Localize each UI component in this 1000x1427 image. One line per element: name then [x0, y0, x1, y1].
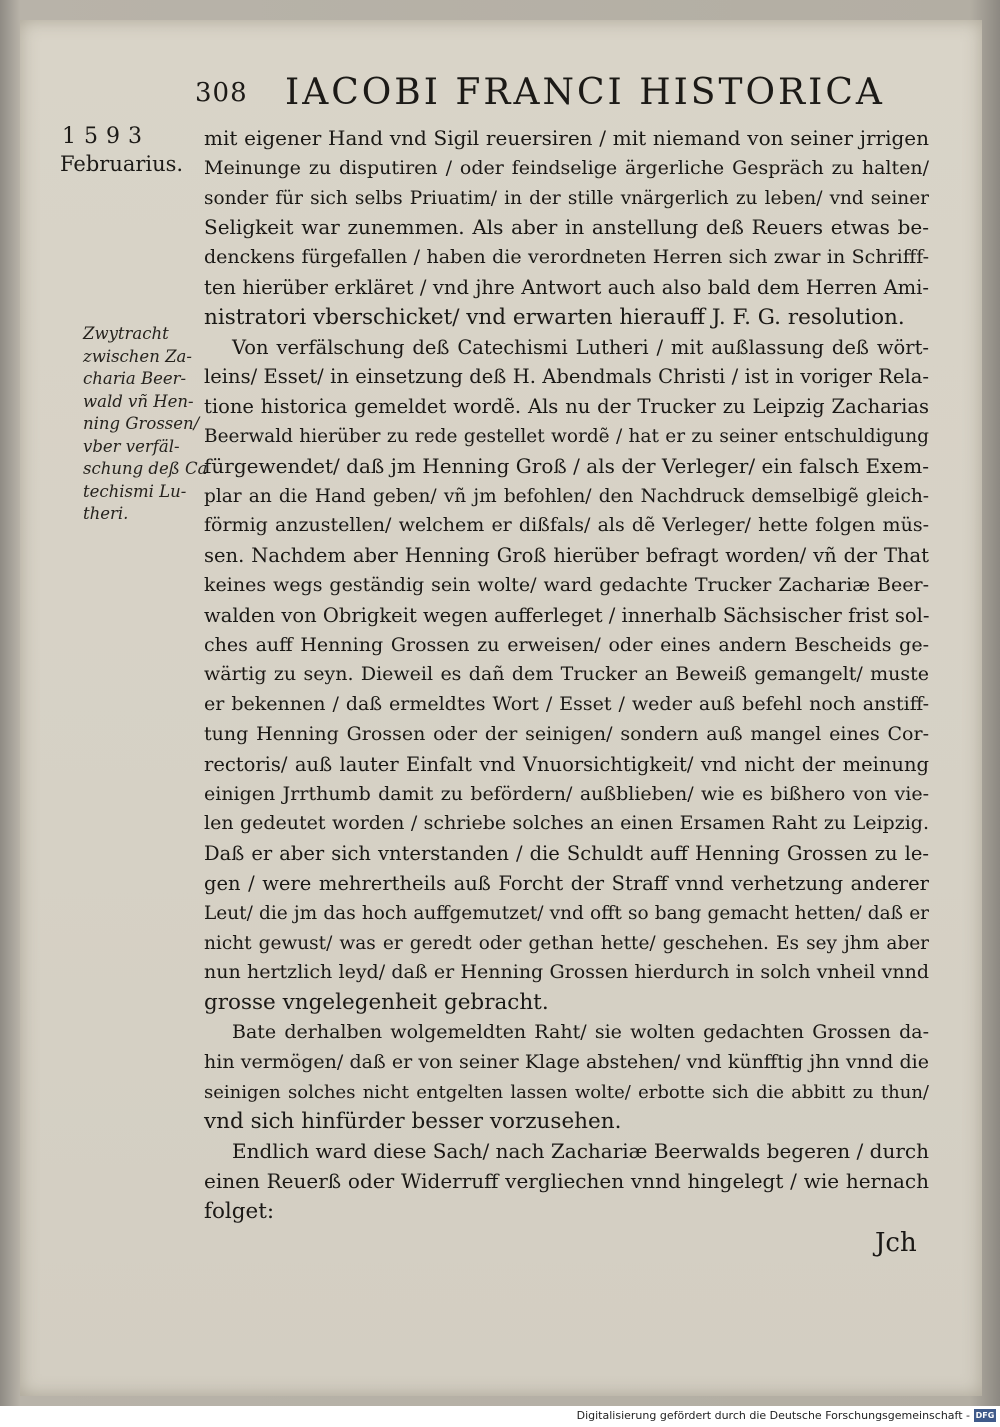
text-line: Meinunge zu disputiren / oder feindselige ärgerliche Gespräch zu halten/	[204, 156, 929, 179]
marginal-note-line: vber verfäl-	[83, 436, 180, 456]
text-line: förmig anzustellen/ welchem er dißfals/ als dẽ Verleger/ hette folgen müs-	[204, 514, 929, 537]
text-line: ten hierüber erkläret / vnd jhre Antwort auch also bald dem Herren Ami-	[204, 275, 929, 299]
marginal-note-line: wald vñ Hen-	[83, 391, 194, 411]
text-line: rectoris/ auß lauter Einfalt vnd Vnuorsichtigkeit/ vnd nicht der meinung	[204, 752, 929, 776]
marginal-note	[83, 323, 208, 526]
text-line: Von verfälschung deß Catechismi Lutheri / mit außlassung deß wört-	[232, 335, 929, 359]
text-line: einen Reuerß oder Widerruff vergliechen vnnd hingelegt / wie hernach	[204, 1168, 929, 1193]
text-line: einigen Jrrthumb damit zu befördern/ außblieben/ wie es bißhero von vie-	[204, 782, 929, 805]
text-line: denckens fürgefallen / haben die verordneten Herren sich zwar in Schrifff-	[204, 246, 929, 269]
text-line: mit eigener Hand vnd Sigil reuersiren / mit niemand von seiner jrrigen	[204, 126, 929, 150]
text-line: keines wegs geständig sein wolte/ ward gedachte Trucker Zachariæ Beer-	[204, 573, 929, 596]
text-line: grosse vngelegenheit gebracht.	[204, 990, 549, 1016]
text-line: tione historica gemeldet wordẽ. Als nu der Trucker zu Leipzig Zacharias	[204, 395, 929, 419]
text-line: Beerwald hierüber zu rede gestellet wordẽ / hat er zu seiner entschuldigung	[204, 425, 929, 447]
marginal-note-line: charia Beer-	[83, 369, 187, 388]
text-line: hin vermögen/ daß er von seiner Klage abstehen/ vnd künfftig jhn vnnd die	[204, 1050, 929, 1073]
text-line: sen. Nachdem aber Henning Groß hierüber befragt worden/ vñ der That	[204, 544, 929, 568]
text-line: Bate derhalben wolgemeldten Raht/ sie wolten gedachten Grossen da-	[232, 1020, 929, 1043]
text-line: wärtig zu seyn. Dieweil es dañ dem Trucker an Beweiß gemangelt/ muste	[204, 663, 929, 686]
body-text	[204, 124, 929, 1226]
running-title: IACOBI FRANCI HISTORICA	[285, 72, 885, 113]
text-line: nun hertzlich leyd/ daß er Henning Grossen hierdurch in solch vnheil vnnd	[204, 961, 929, 984]
text-line: vnd sich hinfürder besser vorzusehen.	[204, 1109, 622, 1135]
text-line: folget:	[204, 1198, 275, 1224]
text-line: Leut/ die jm das hoch auffgemutzet/ vnd offt so bang gemacht hetten/ daß er	[204, 902, 929, 924]
text-line: Endlich ward diese Sach/ nach Zachariæ Beerwalds begeren / durch	[232, 1139, 929, 1164]
text-line: fürgewendet/ daß jm Henning Groß / als der Verleger/ ein falsch Exem-	[204, 453, 929, 478]
text-line: tung Henning Grossen oder der seinigen/ sondern auß mangel eines Cor-	[204, 722, 929, 745]
text-line: plar an die Hand geben/ vñ jm befohlen/ den Nachdruck demselbigẽ gleich-	[204, 485, 929, 507]
text-line: gen / were mehrertheils auß Forcht der Straff vnnd verhetzung anderer	[204, 871, 929, 895]
marginal-note-line: Zwytracht	[83, 324, 169, 343]
marginal-note-line: ning Grossen/	[83, 414, 200, 433]
text-line: Daß er aber sich vnterstanden / die Schuldt auff Henning Grossen zu le-	[204, 842, 929, 866]
text-line: leins/ Esset/ in einsetzung deß H. Abendmals Christi / ist in voriger Rela-	[204, 365, 929, 389]
margin-year: 1593	[62, 124, 150, 149]
text-line: er bekennen / daß ermeldtes Wort / Esset / weder auß befehl noch anstiff-	[204, 693, 929, 716]
funding-notice: Digitalisierung gefördert durch die Deutsche Forschungsgemeinschaft -	[576, 1409, 970, 1422]
text-line: seinigen solches nicht entgelten lassen wolte/ erbotte sich die abbitt zu thun/	[204, 1081, 929, 1103]
marginal-note-line: theri.	[83, 504, 129, 523]
margin-month: Februarius.	[60, 152, 184, 176]
text-line: ches auff Henning Grossen zu erweisen/ oder eines andern Bescheids ge-	[204, 633, 929, 656]
text-line: Seligkeit war zunemmen. Als aber in anstellung deß Reuers etwas be-	[204, 215, 929, 240]
marginal-note-line: techismi Lu-	[83, 481, 187, 501]
text-line: nicht gewust/ was er geredt oder gethan hette/ geschehen. Es sey jhm aber	[204, 932, 929, 954]
marginal-note-line: schung deß Ca	[83, 459, 208, 478]
text-line: sonder für sich selbs Priuatim/ in der stille vnärgerlich zu leben/ vnd seiner	[204, 187, 929, 209]
dfg-logo: DFG	[975, 1411, 995, 1420]
catchword: Jch	[875, 1228, 917, 1258]
text-line: nistratori vberschicket/ vnd erwarten hierauff J. F. G. resolution.	[204, 304, 905, 330]
page-number: 308	[195, 78, 248, 108]
text-line: len gedeutet worden / schriebe solches an einen Ersamen Raht zu Leipzig.	[204, 812, 929, 835]
text-line: walden von Obrigkeit wegen aufferleget / innerhalb Sächsischer frist sol-	[204, 603, 930, 627]
marginal-note-line: zwischen Za-	[83, 346, 192, 366]
